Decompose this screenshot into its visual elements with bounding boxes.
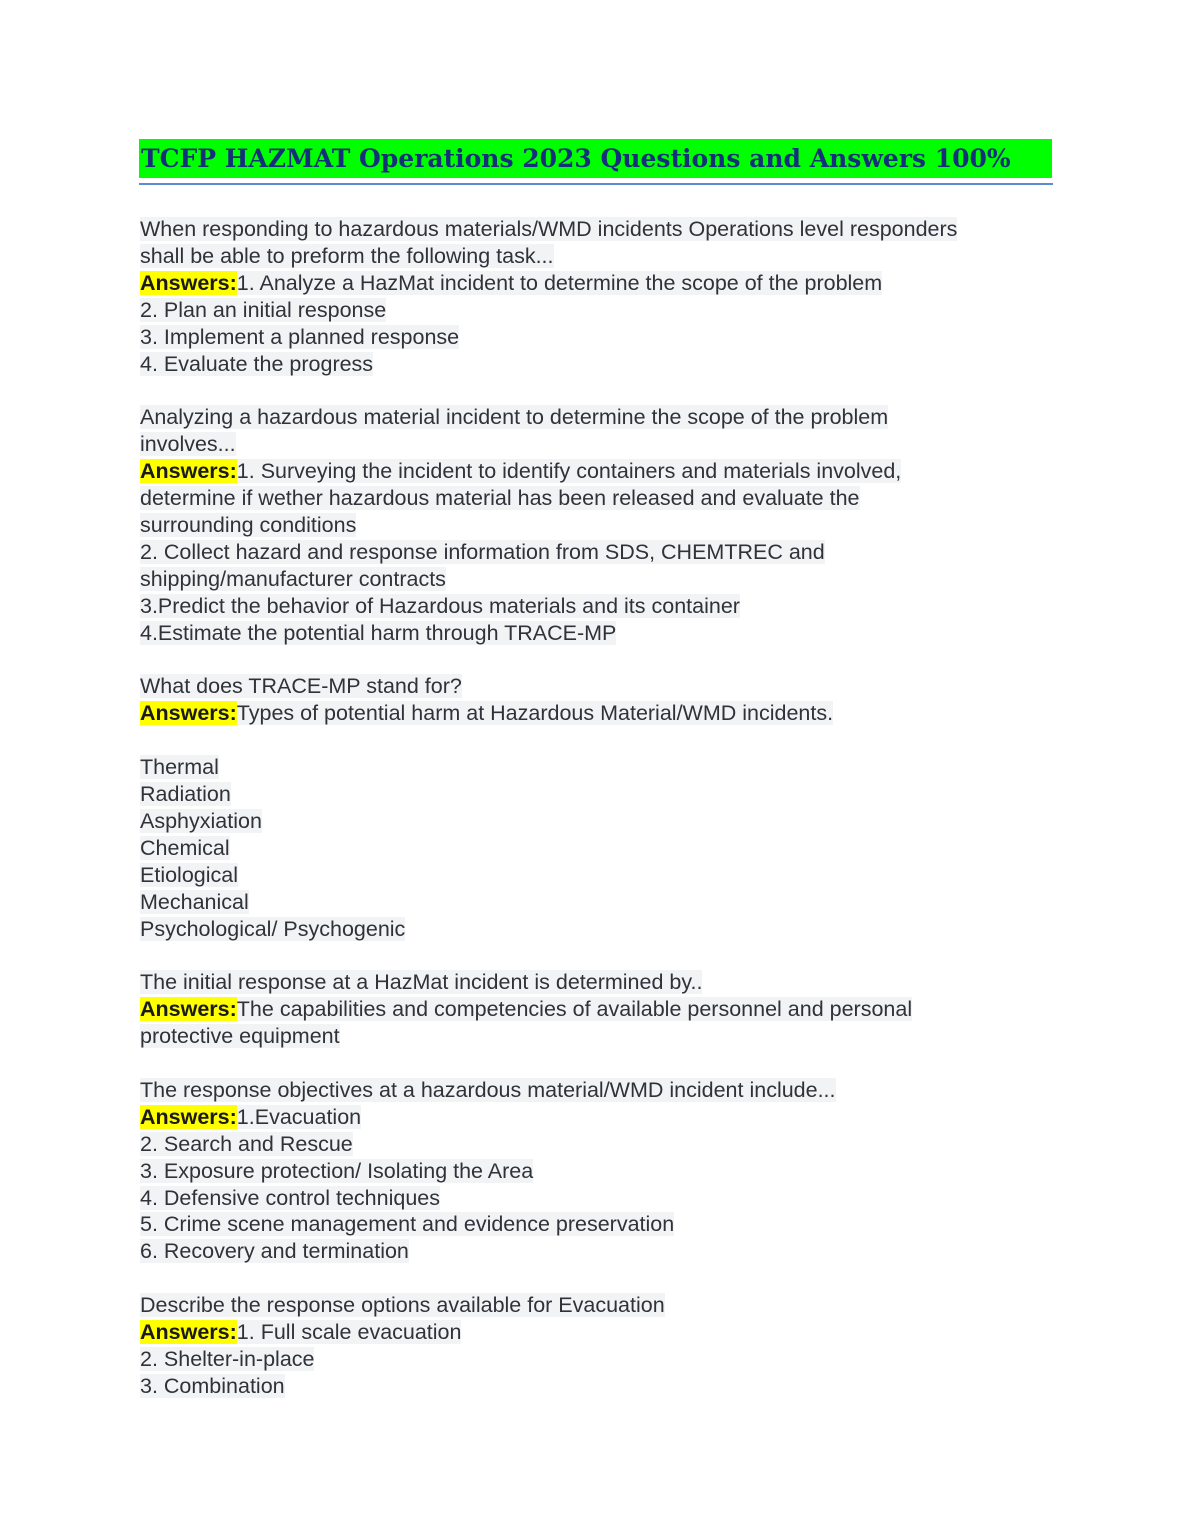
answer-text: 3.Predict the behavior of Hazardous materials and its container <box>140 593 740 618</box>
qa-item <box>140 216 1040 377</box>
answer-text: 4.Estimate the potential harm through TRACE-MP <box>140 620 617 645</box>
answer-line <box>140 620 1040 647</box>
answer-line <box>140 916 1040 943</box>
answer-line <box>140 1158 1040 1185</box>
answer-text: 2. Collect hazard and response information from SDS, CHEMTREC and <box>140 539 825 564</box>
answer-line <box>140 808 1040 835</box>
answer-text: Thermal <box>140 755 219 780</box>
answer-line <box>140 1319 1040 1346</box>
qa-list <box>140 216 1040 1427</box>
answer-line <box>140 700 1040 727</box>
answer-label: Answers: <box>140 1320 237 1345</box>
answer-text: Types of potential harm at Hazardous Material/WMD incidents. <box>236 701 834 726</box>
answer-line <box>140 835 1040 862</box>
answer-line <box>140 1211 1040 1238</box>
answer-text: protective equipment <box>140 1024 340 1049</box>
answer-label: Answers: <box>140 270 237 295</box>
question-line <box>140 431 1040 458</box>
answer-line <box>140 1104 1040 1131</box>
qa-item <box>140 969 1040 1050</box>
answer-line <box>140 485 1040 512</box>
answer-text: Radiation <box>140 781 231 806</box>
answer-text: 2. Shelter-in-place <box>140 1346 315 1371</box>
question-text: shall be able to preform the following task... <box>140 243 554 268</box>
answer-line <box>140 593 1040 620</box>
answer-text: 1. Surveying the incident to identify containers and materials involved, <box>236 459 902 484</box>
answer-text: 2. Plan an initial response <box>140 297 387 322</box>
question-text: The response objectives at a hazardous material/WMD incident include... <box>140 1077 836 1102</box>
answer-line <box>140 781 1040 808</box>
answer-text: Etiological <box>140 862 238 887</box>
answer-line <box>140 297 1040 324</box>
qa-item <box>140 673 1040 942</box>
answer-text: 3. Exposure protection/ Isolating the Area <box>140 1158 534 1183</box>
answer-line <box>140 889 1040 916</box>
answer-text: 3. Combination <box>140 1373 285 1398</box>
qa-item <box>140 1292 1040 1400</box>
answer-text: 2. Search and Rescue <box>140 1131 353 1156</box>
question-text: When responding to hazardous materials/WMD incidents Operations level responders <box>140 217 958 241</box>
answer-line <box>140 727 1040 754</box>
qa-item <box>140 1077 1040 1265</box>
answer-line <box>140 324 1040 351</box>
answer-line <box>140 1238 1040 1265</box>
answer-text: determine if wether hazardous material has been released and evaluate the <box>140 486 860 511</box>
answer-text: Mechanical <box>140 889 249 914</box>
answer-label: Answers: <box>140 701 237 726</box>
question-text: Describe the response options available for Evacuation <box>140 1293 665 1318</box>
answer-label: Answers: <box>140 997 237 1022</box>
answer-text: 1. Full scale evacuation <box>236 1320 462 1345</box>
answer-text: Asphyxiation <box>140 808 262 833</box>
answer-line <box>140 1131 1040 1158</box>
question-line <box>140 404 1040 431</box>
answer-label: Answers: <box>140 1104 237 1129</box>
answer-text: 4. Defensive control techniques <box>140 1185 440 1210</box>
answer-line <box>140 539 1040 566</box>
answer-text: 4. Evaluate the progress <box>140 351 374 376</box>
answer-text: 3. Implement a planned response <box>140 324 460 349</box>
answer-text: Psychological/ Psychogenic <box>140 916 406 941</box>
question-text: The initial response at a HazMat incident is determined by.. <box>140 970 703 995</box>
answer-text: 1. Analyze a HazMat incident to determine the scope of the problem <box>236 270 883 295</box>
answer-line <box>140 996 1040 1023</box>
answer-text: 5. Crime scene management and evidence preservation <box>140 1212 675 1237</box>
title-block <box>139 139 1053 185</box>
answer-line <box>140 270 1040 297</box>
question-line <box>140 1077 1040 1104</box>
answer-text: 1.Evacuation <box>236 1104 362 1129</box>
answer-line <box>140 754 1040 781</box>
qa-item <box>140 404 1040 646</box>
answer-line <box>140 1023 1040 1050</box>
answer-line <box>140 1185 1040 1212</box>
answer-text: The capabilities and competencies of available personnel and personal <box>236 997 913 1022</box>
answer-text: surrounding conditions <box>140 512 357 537</box>
answer-line <box>140 1373 1040 1400</box>
answer-line <box>140 862 1040 889</box>
question-line <box>140 1292 1040 1319</box>
question-line <box>140 243 1040 270</box>
question-text: Analyzing a hazardous material incident to determine the scope of the problem <box>140 405 889 430</box>
question-line <box>140 216 1040 243</box>
answer-text: Chemical <box>140 835 230 860</box>
document-title: TCFP HAZMAT Operations 2023 Questions and Answers 100% <box>139 139 1052 178</box>
question-line <box>140 673 1040 700</box>
answer-text: 6. Recovery and termination <box>140 1239 409 1264</box>
answer-line <box>140 1346 1040 1373</box>
question-text: What does TRACE-MP stand for? <box>140 674 462 699</box>
answer-line <box>140 566 1040 593</box>
answer-line <box>140 458 1040 485</box>
answer-text: shipping/manufacturer contracts <box>140 566 446 591</box>
answer-line <box>140 351 1040 378</box>
answer-label: Answers: <box>140 459 237 484</box>
question-line <box>140 969 1040 996</box>
title-underline <box>139 183 1053 185</box>
answer-line <box>140 512 1040 539</box>
question-text: involves... <box>140 432 236 457</box>
